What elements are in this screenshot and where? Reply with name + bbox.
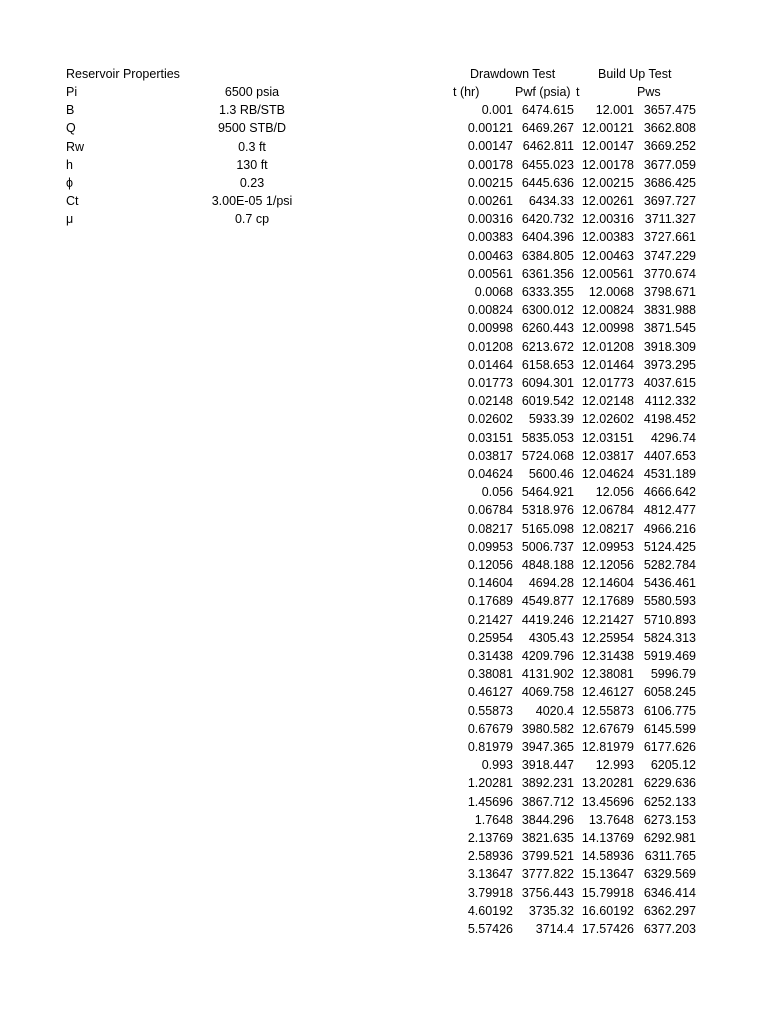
cell-t-hr: 0.00383 bbox=[467, 230, 513, 245]
cell-t: 13.20281 bbox=[581, 776, 634, 791]
cell-t-hr: 0.46127 bbox=[467, 685, 513, 700]
cell-pws: 3747.229 bbox=[643, 248, 696, 263]
cell-pws: 4198.452 bbox=[643, 412, 696, 427]
cell-pws: 3677.059 bbox=[643, 157, 696, 172]
cell-t: 12.12056 bbox=[581, 558, 634, 572]
cell-pwf: 3947.365 bbox=[521, 740, 574, 754]
cell-pws: 4407.653 bbox=[643, 448, 696, 463]
cell-t: 12.67679 bbox=[581, 721, 634, 736]
drawdown-test-title: Drawdown Test bbox=[470, 67, 556, 81]
header-pws: Pws bbox=[637, 85, 661, 99]
cell-pws: 6145.599 bbox=[643, 721, 696, 736]
cell-t-hr: 0.17689 bbox=[467, 594, 513, 609]
cell-pwf: 6094.301 bbox=[521, 376, 574, 390]
cell-t: 12.00316 bbox=[581, 212, 634, 227]
cell-pws: 3669.252 bbox=[643, 139, 696, 154]
cell-pws: 5710.893 bbox=[643, 612, 696, 627]
cell-t-hr: 2.13769 bbox=[467, 831, 513, 845]
cell-t-hr: 0.55873 bbox=[467, 703, 513, 718]
cell-t: 12.00561 bbox=[581, 266, 634, 281]
cell-pwf: 5165.098 bbox=[521, 521, 574, 536]
cell-t-hr: 0.04624 bbox=[467, 467, 513, 481]
cell-pwf: 6445.636 bbox=[521, 175, 574, 190]
cell-pwf: 3756.443 bbox=[521, 885, 574, 900]
cell-t: 12.01773 bbox=[581, 376, 634, 390]
property-value: 6500 psia bbox=[224, 85, 280, 99]
cell-t-hr: 0.08217 bbox=[467, 521, 513, 536]
cell-pws: 6292.981 bbox=[643, 831, 696, 845]
cell-pwf: 3844.296 bbox=[521, 812, 574, 827]
cell-t-hr: 0.001 bbox=[481, 103, 513, 117]
cell-pwf: 3980.582 bbox=[521, 721, 574, 736]
cell-pwf: 6361.356 bbox=[521, 266, 574, 281]
cell-t-hr: 0.01208 bbox=[467, 339, 513, 354]
cell-t: 12.0068 bbox=[588, 285, 634, 299]
cell-t: 12.02602 bbox=[581, 412, 634, 427]
cell-t-hr: 1.20281 bbox=[467, 776, 513, 791]
cell-pwf: 5933.39 bbox=[528, 412, 574, 427]
cell-pws: 5436.461 bbox=[643, 576, 696, 591]
cell-t: 12.31438 bbox=[581, 649, 634, 663]
cell-pwf: 4020.4 bbox=[535, 703, 574, 718]
cell-t-hr: 0.00463 bbox=[467, 248, 513, 263]
cell-t: 12.04624 bbox=[581, 467, 634, 481]
cell-pwf: 6404.396 bbox=[521, 230, 574, 245]
cell-t-hr: 3.13647 bbox=[467, 867, 513, 882]
cell-t-hr: 0.25954 bbox=[467, 630, 513, 645]
cell-pws: 3871.545 bbox=[643, 321, 696, 336]
cell-pwf: 3821.635 bbox=[521, 831, 574, 845]
cell-pws: 3918.309 bbox=[643, 339, 696, 354]
cell-pwf: 4069.758 bbox=[521, 685, 574, 700]
cell-pws: 3697.727 bbox=[643, 194, 696, 208]
cell-t: 12.25954 bbox=[581, 630, 634, 645]
cell-t: 15.13647 bbox=[581, 867, 634, 882]
cell-t: 14.58936 bbox=[581, 849, 634, 864]
cell-t-hr: 0.09953 bbox=[467, 539, 513, 554]
cell-t: 12.993 bbox=[595, 758, 634, 773]
cell-pws: 6329.569 bbox=[643, 867, 696, 882]
cell-pws: 3662.808 bbox=[643, 121, 696, 136]
property-name: μ bbox=[66, 212, 74, 227]
cell-t-hr: 4.60192 bbox=[467, 903, 513, 918]
cell-t: 12.14604 bbox=[581, 576, 634, 591]
cell-pws: 3831.988 bbox=[643, 303, 696, 318]
cell-pwf: 6333.355 bbox=[521, 285, 574, 299]
cell-t: 12.08217 bbox=[581, 521, 634, 536]
header-t: t bbox=[576, 85, 580, 99]
cell-pwf: 6420.732 bbox=[521, 212, 574, 227]
cell-pws: 6058.245 bbox=[643, 685, 696, 700]
cell-t: 12.02148 bbox=[581, 394, 634, 409]
cell-t: 12.00147 bbox=[581, 139, 634, 154]
cell-t-hr: 0.00121 bbox=[467, 121, 513, 136]
cell-pws: 3686.425 bbox=[643, 175, 696, 190]
cell-t: 13.7648 bbox=[588, 812, 634, 827]
cell-t-hr: 0.81979 bbox=[467, 740, 513, 754]
cell-pwf: 6469.267 bbox=[521, 121, 574, 136]
header-pwf: Pwf (psia) bbox=[515, 85, 571, 99]
cell-pwf: 5835.053 bbox=[521, 430, 574, 445]
cell-t: 17.57426 bbox=[581, 922, 634, 936]
cell-pwf: 3867.712 bbox=[521, 794, 574, 809]
cell-t: 12.00121 bbox=[581, 121, 634, 136]
cell-t-hr: 0.00261 bbox=[467, 194, 513, 208]
cell-t-hr: 0.0068 bbox=[474, 285, 513, 299]
cell-t: 14.13769 bbox=[581, 831, 634, 845]
cell-t-hr: 0.00215 bbox=[467, 175, 513, 190]
cell-pwf: 3714.4 bbox=[535, 922, 574, 936]
cell-pwf: 3799.521 bbox=[521, 849, 574, 864]
cell-pwf: 6260.443 bbox=[521, 321, 574, 336]
cell-pws: 4966.216 bbox=[643, 521, 696, 536]
cell-pws: 5124.425 bbox=[643, 539, 696, 554]
cell-t-hr: 0.31438 bbox=[467, 649, 513, 663]
cell-pws: 4037.615 bbox=[643, 376, 696, 390]
cell-t-hr: 0.00178 bbox=[467, 157, 513, 172]
cell-t: 12.00463 bbox=[581, 248, 634, 263]
cell-pws: 5919.469 bbox=[643, 649, 696, 663]
header-t-hr: t (hr) bbox=[453, 85, 480, 99]
cell-pws: 6273.153 bbox=[643, 812, 696, 827]
cell-pwf: 6384.805 bbox=[521, 248, 574, 263]
cell-pws: 3711.327 bbox=[644, 212, 696, 227]
cell-t-hr: 0.38081 bbox=[467, 667, 513, 682]
cell-pwf: 6462.811 bbox=[522, 139, 574, 154]
cell-t: 16.60192 bbox=[581, 903, 634, 918]
cell-pwf: 6213.672 bbox=[521, 339, 574, 354]
cell-t-hr: 3.79918 bbox=[467, 885, 513, 900]
cell-pws: 6205.12 bbox=[650, 758, 696, 773]
cell-pwf: 6474.615 bbox=[521, 103, 574, 117]
cell-t-hr: 5.57426 bbox=[467, 922, 513, 936]
cell-pwf: 5006.737 bbox=[521, 539, 574, 554]
property-name: Rw bbox=[66, 139, 85, 154]
cell-t: 12.55873 bbox=[581, 703, 634, 718]
property-value: 3.00E-05 1/psi bbox=[211, 194, 293, 209]
cell-t-hr: 0.00316 bbox=[467, 212, 513, 227]
cell-pwf: 4549.877 bbox=[521, 594, 574, 609]
cell-t: 12.00215 bbox=[581, 175, 634, 190]
cell-pws: 4531.189 bbox=[643, 467, 696, 481]
cell-pwf: 6434.33 bbox=[528, 194, 574, 208]
cell-t: 12.81979 bbox=[581, 740, 634, 754]
cell-pws: 3657.475 bbox=[643, 103, 696, 117]
cell-t: 12.21427 bbox=[581, 612, 634, 627]
property-name: Pi bbox=[66, 85, 78, 99]
cell-pwf: 3918.447 bbox=[521, 758, 574, 773]
cell-t: 12.00998 bbox=[581, 321, 634, 336]
cell-t-hr: 0.06784 bbox=[467, 503, 513, 518]
cell-pws: 6377.203 bbox=[643, 922, 696, 936]
cell-pws: 6346.414 bbox=[643, 885, 696, 900]
cell-t-hr: 0.00824 bbox=[467, 303, 513, 318]
cell-t-hr: 0.03151 bbox=[467, 430, 513, 445]
cell-t-hr: 0.02148 bbox=[467, 394, 513, 409]
cell-t: 12.00261 bbox=[581, 194, 634, 208]
cell-pws: 3727.661 bbox=[643, 230, 696, 245]
cell-t-hr: 2.58936 bbox=[467, 849, 513, 864]
property-name: Q bbox=[66, 121, 76, 136]
cell-t: 12.001 bbox=[595, 103, 634, 117]
cell-pws: 4112.332 bbox=[644, 394, 696, 409]
cell-pwf: 5724.068 bbox=[521, 448, 574, 463]
cell-pws: 6229.636 bbox=[643, 776, 696, 791]
cell-pws: 3770.674 bbox=[643, 266, 696, 281]
property-value: 0.7 cp bbox=[234, 212, 270, 227]
cell-pws: 5580.593 bbox=[643, 594, 696, 609]
cell-pws: 6311.765 bbox=[644, 849, 696, 864]
cell-pwf: 4209.796 bbox=[521, 649, 574, 663]
cell-t: 12.00383 bbox=[581, 230, 634, 245]
cell-t: 12.03817 bbox=[581, 448, 634, 463]
property-value: 9500 STB/D bbox=[217, 121, 287, 136]
cell-pwf: 6019.542 bbox=[521, 394, 574, 409]
cell-pwf: 5600.46 bbox=[528, 467, 574, 481]
cell-pws: 6362.297 bbox=[643, 903, 696, 918]
cell-pws: 6177.626 bbox=[643, 740, 696, 754]
cell-t-hr: 1.45696 bbox=[467, 794, 513, 809]
cell-t-hr: 0.02602 bbox=[467, 412, 513, 427]
cell-pwf: 4694.28 bbox=[528, 576, 574, 591]
buildup-test-title: Build Up Test bbox=[598, 67, 672, 81]
property-value: 1.3 RB/STB bbox=[219, 103, 285, 118]
cell-pwf: 3777.822 bbox=[521, 867, 574, 882]
cell-t: 12.056 bbox=[595, 485, 634, 500]
cell-t-hr: 0.01773 bbox=[467, 376, 513, 390]
cell-t: 12.09953 bbox=[581, 539, 634, 554]
property-value: 130 ft bbox=[236, 157, 268, 172]
cell-pws: 5996.79 bbox=[650, 667, 696, 682]
cell-t: 12.00178 bbox=[581, 157, 634, 172]
property-name: ϕ bbox=[66, 176, 74, 190]
cell-t: 12.17689 bbox=[581, 594, 634, 609]
cell-pws: 3798.671 bbox=[643, 285, 696, 299]
cell-t: 12.01464 bbox=[581, 357, 634, 372]
reservoir-properties-title: Reservoir Properties bbox=[66, 67, 180, 81]
cell-pws: 6106.775 bbox=[643, 703, 696, 718]
cell-t: 13.45696 bbox=[581, 794, 634, 809]
cell-t-hr: 0.00147 bbox=[467, 139, 513, 154]
cell-pwf: 5318.976 bbox=[521, 503, 574, 518]
cell-pwf: 4305.43 bbox=[528, 630, 574, 645]
cell-t-hr: 0.67679 bbox=[467, 721, 513, 736]
property-name: h bbox=[66, 157, 73, 172]
cell-t-hr: 0.00998 bbox=[467, 321, 513, 336]
cell-t: 12.01208 bbox=[581, 339, 634, 354]
cell-t: 15.79918 bbox=[581, 885, 634, 900]
cell-pws: 4812.477 bbox=[643, 503, 696, 518]
cell-pws: 4666.642 bbox=[643, 485, 696, 500]
cell-t-hr: 0.056 bbox=[481, 485, 513, 500]
cell-pws: 3973.295 bbox=[643, 357, 696, 372]
cell-t: 12.03151 bbox=[581, 430, 634, 445]
cell-t: 12.38081 bbox=[581, 667, 634, 682]
cell-t: 12.46127 bbox=[581, 685, 634, 700]
cell-pwf: 4419.246 bbox=[521, 612, 574, 627]
cell-t-hr: 0.00561 bbox=[467, 266, 513, 281]
property-value: 0.23 bbox=[239, 176, 265, 190]
cell-pws: 6252.133 bbox=[643, 794, 696, 809]
cell-t-hr: 0.993 bbox=[481, 758, 513, 773]
cell-pwf: 4131.902 bbox=[521, 667, 574, 682]
property-value: 0.3 ft bbox=[238, 139, 266, 154]
cell-pwf: 6158.653 bbox=[521, 357, 574, 372]
cell-pws: 4296.74 bbox=[650, 430, 696, 445]
cell-pwf: 3892.231 bbox=[521, 776, 574, 791]
cell-t-hr: 0.14604 bbox=[467, 576, 513, 591]
cell-t-hr: 0.01464 bbox=[467, 357, 513, 372]
cell-pwf: 5464.921 bbox=[521, 485, 574, 500]
cell-t-hr: 0.03817 bbox=[467, 448, 513, 463]
cell-pws: 5824.313 bbox=[643, 630, 696, 645]
property-name: B bbox=[66, 103, 75, 118]
cell-t: 12.06784 bbox=[581, 503, 634, 518]
cell-t-hr: 0.21427 bbox=[467, 612, 513, 627]
cell-pwf: 4848.188 bbox=[521, 558, 574, 572]
cell-t-hr: 1.7648 bbox=[474, 812, 513, 827]
cell-pws: 5282.784 bbox=[643, 558, 696, 572]
cell-t: 12.00824 bbox=[581, 303, 634, 318]
cell-pwf: 6455.023 bbox=[521, 157, 574, 172]
property-name: Ct bbox=[66, 194, 79, 209]
cell-pwf: 3735.32 bbox=[528, 903, 574, 918]
cell-pwf: 6300.012 bbox=[521, 303, 574, 318]
cell-t-hr: 0.12056 bbox=[467, 558, 513, 572]
